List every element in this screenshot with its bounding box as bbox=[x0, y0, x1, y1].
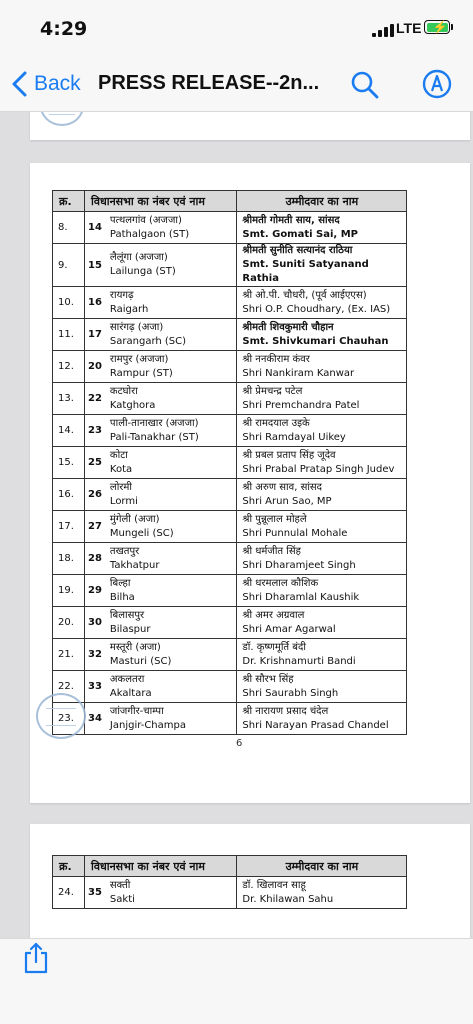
candidate-table-next bbox=[52, 855, 407, 909]
constituency-name bbox=[105, 447, 237, 479]
candidate-english: Shri Prabal Pratap Singh Judev bbox=[242, 463, 395, 475]
candidate-name bbox=[237, 511, 407, 543]
markup-pen-icon[interactable] bbox=[421, 68, 453, 100]
assembly-number: 27 bbox=[85, 511, 105, 543]
constituency-hindi: तखतपुर bbox=[109, 545, 140, 557]
constituency-hindi: अकलतरा bbox=[109, 673, 145, 685]
serial-number: 16. bbox=[53, 479, 85, 511]
candidate-name bbox=[237, 319, 407, 351]
pdf-page-previous bbox=[30, 112, 470, 140]
candidate-name bbox=[237, 607, 407, 639]
header-candidate: उम्मीदवार का नाम bbox=[237, 191, 407, 212]
serial-number: 10. bbox=[53, 287, 85, 319]
constituency-hindi: कटघोरा bbox=[109, 385, 138, 397]
assembly-number: 29 bbox=[85, 575, 105, 607]
document-viewer[interactable] bbox=[0, 112, 473, 938]
constituency-name bbox=[105, 351, 237, 383]
candidate-name bbox=[237, 639, 407, 671]
constituency-name bbox=[105, 607, 237, 639]
candidate-english: Shri Saurabh Singh bbox=[242, 687, 339, 699]
candidate-english: Shri Narayan Prasad Chandel bbox=[242, 719, 389, 731]
bottom-toolbar bbox=[0, 938, 473, 1024]
table-row bbox=[53, 703, 407, 735]
assembly-number: 14 bbox=[85, 212, 105, 244]
candidate-name bbox=[237, 671, 407, 703]
constituency-name bbox=[105, 511, 237, 543]
constituency-name bbox=[105, 479, 237, 511]
constituency-name bbox=[105, 383, 237, 415]
table-row bbox=[53, 607, 407, 639]
assembly-number: 32 bbox=[85, 639, 105, 671]
constituency-name bbox=[105, 415, 237, 447]
back-label: Back bbox=[34, 72, 81, 95]
constituency-hindi: मस्तूरी (अजा) bbox=[109, 641, 161, 653]
back-button[interactable] bbox=[8, 68, 81, 100]
assembly-number: 23 bbox=[85, 415, 105, 447]
constituency-english: Bilaspur bbox=[109, 623, 151, 635]
assembly-number: 20 bbox=[85, 351, 105, 383]
table-row bbox=[53, 479, 407, 511]
candidate-english: Shri Arun Sao, MP bbox=[242, 495, 332, 507]
candidate-hindi: श्री धरमलाल कौशिक bbox=[242, 577, 319, 589]
assembly-number: 26 bbox=[85, 479, 105, 511]
share-icon[interactable] bbox=[22, 941, 50, 975]
candidate-name bbox=[237, 212, 407, 244]
serial-number: 12. bbox=[53, 351, 85, 383]
constituency-name bbox=[105, 244, 237, 287]
navigation-bar bbox=[0, 58, 473, 112]
table-row bbox=[53, 639, 407, 671]
candidate-english: Shri Premchandra Patel bbox=[242, 399, 360, 411]
candidate-hindi: श्री पुन्नूलाल मोहले bbox=[242, 513, 307, 525]
constituency-english: Sakti bbox=[109, 893, 135, 905]
serial-number: 8. bbox=[53, 212, 85, 244]
constituency-name bbox=[105, 319, 237, 351]
candidate-name bbox=[237, 415, 407, 447]
constituency-hindi: मुंगेली (अजा) bbox=[109, 513, 160, 525]
header-serial: क्र. bbox=[53, 856, 85, 877]
candidate-name bbox=[237, 543, 407, 575]
status-time: 4:29 bbox=[40, 18, 88, 40]
signal-icon bbox=[372, 24, 394, 37]
assembly-number: 28 bbox=[85, 543, 105, 575]
candidate-hindi: श्री अमर अग्रवाल bbox=[242, 609, 305, 621]
serial-number: 15. bbox=[53, 447, 85, 479]
header-constituency: विधानसभा का नंबर एवं नाम bbox=[85, 191, 237, 212]
candidate-name bbox=[237, 703, 407, 735]
constituency-english: Katghora bbox=[109, 399, 156, 411]
candidate-hindi: श्रीमती सुनीति सत्यानंद राठिया bbox=[242, 245, 353, 256]
status-bar bbox=[0, 0, 473, 58]
table-row bbox=[53, 447, 407, 479]
candidate-english: Shri O.P. Choudhary, (Ex. IAS) bbox=[242, 303, 391, 315]
constituency-hindi: बिल्हा bbox=[109, 577, 131, 589]
assembly-number: 33 bbox=[85, 671, 105, 703]
candidate-hindi: श्री ननकीराम कंवर bbox=[242, 353, 310, 365]
constituency-english: Bilha bbox=[109, 591, 135, 603]
candidate-hindi: डॉ. खिलावन साहू bbox=[242, 879, 306, 891]
battery-icon: ⚡ bbox=[424, 20, 450, 34]
constituency-english: Janjgir-Champa bbox=[109, 719, 186, 731]
constituency-name bbox=[105, 671, 237, 703]
candidate-english: Shri Punnulal Mohale bbox=[242, 527, 348, 539]
candidate-hindi: श्री रामदयाल उइके bbox=[242, 417, 310, 429]
table-row bbox=[53, 543, 407, 575]
table-row bbox=[53, 415, 407, 447]
document-title: PRESS RELEASE--2n... bbox=[98, 72, 320, 94]
constituency-hindi: कोटा bbox=[109, 449, 128, 461]
constituency-english: Raigarh bbox=[109, 303, 149, 315]
header-serial: क्र. bbox=[53, 191, 85, 212]
serial-number: 17. bbox=[53, 511, 85, 543]
serial-number: 9. bbox=[53, 244, 85, 287]
candidate-hindi: श्रीमती शिवकुमारी चौहान bbox=[242, 321, 334, 333]
candidate-english: Shri Nankiram Kanwar bbox=[242, 367, 355, 379]
table-row bbox=[53, 383, 407, 415]
constituency-english: Sarangarh (SC) bbox=[109, 335, 187, 347]
constituency-hindi: सारंगढ़ (अजा) bbox=[109, 321, 164, 333]
table-row bbox=[53, 671, 407, 703]
candidate-english: Smt. Shivkumari Chauhan bbox=[242, 335, 389, 347]
constituency-name bbox=[105, 287, 237, 319]
serial-number: 20. bbox=[53, 607, 85, 639]
candidate-hindi: श्री सौरभ सिंह bbox=[242, 673, 294, 685]
constituency-hindi: बिलासपुर bbox=[109, 609, 145, 621]
candidate-english: Shri Ramdayal Uikey bbox=[242, 431, 346, 443]
constituency-english: Rampur (ST) bbox=[109, 367, 173, 379]
network-label: LTE bbox=[396, 20, 422, 36]
candidate-name bbox=[237, 287, 407, 319]
pdf-page-next bbox=[30, 824, 470, 938]
constituency-name bbox=[105, 639, 237, 671]
candidate-hindi: श्री प्रबल प्रताप सिंह जूदेव bbox=[242, 449, 336, 461]
table-row bbox=[53, 511, 407, 543]
candidate-english: Dr. Khilawan Sahu bbox=[242, 893, 334, 905]
candidate-table bbox=[52, 190, 407, 735]
serial-number: 19. bbox=[53, 575, 85, 607]
candidate-english: Shri Dharamjeet Singh bbox=[242, 559, 356, 571]
serial-number: 22. bbox=[53, 671, 85, 703]
constituency-name bbox=[105, 543, 237, 575]
table-row bbox=[53, 877, 407, 909]
candidate-english: Shri Amar Agarwal bbox=[242, 623, 336, 635]
header-candidate: उम्मीदवार का नाम bbox=[237, 856, 407, 877]
constituency-hindi: लोरमी bbox=[109, 481, 132, 493]
seal-stamp bbox=[36, 693, 86, 739]
constituency-english: Pathalgaon (ST) bbox=[109, 228, 190, 240]
battery-tip bbox=[451, 24, 453, 30]
constituency-hindi: लैलूंगा (अजजा) bbox=[109, 252, 168, 263]
constituency-english: Mungeli (SC) bbox=[109, 527, 174, 539]
pdf-page bbox=[30, 163, 470, 803]
candidate-name bbox=[237, 575, 407, 607]
candidate-english: Smt. Gomati Sai, MP bbox=[242, 228, 358, 240]
page-number: 6 bbox=[236, 738, 243, 749]
chevron-left-icon bbox=[8, 68, 34, 100]
constituency-english: Masturi (SC) bbox=[109, 655, 172, 667]
constituency-name bbox=[105, 877, 237, 909]
candidate-english: Dr. Krishnamurti Bandi bbox=[242, 655, 356, 667]
assembly-number: 35 bbox=[85, 877, 105, 909]
table-row bbox=[53, 351, 407, 383]
constituency-hindi: जांजगीर-चाम्पा bbox=[109, 705, 164, 717]
constituency-hindi: पाली-तानाखार (अजजा) bbox=[109, 417, 199, 429]
candidate-english: Smt. Suniti Satyanand Rathia bbox=[242, 259, 369, 284]
header-constituency: विधानसभा का नंबर एवं नाम bbox=[85, 856, 237, 877]
assembly-number: 34 bbox=[85, 703, 105, 735]
serial-number: 14. bbox=[53, 415, 85, 447]
constituency-hindi: रायगढ़ bbox=[109, 289, 134, 301]
assembly-number: 25 bbox=[85, 447, 105, 479]
constituency-english: Kota bbox=[109, 463, 133, 475]
assembly-number: 30 bbox=[85, 607, 105, 639]
constituency-english: Akaltara bbox=[109, 687, 152, 699]
serial-number: 13. bbox=[53, 383, 85, 415]
candidate-hindi: श्री धर्मजीत सिंह bbox=[242, 545, 301, 557]
table-row bbox=[53, 319, 407, 351]
candidate-hindi: श्री प्रेमचन्द्र पटेल bbox=[242, 385, 303, 397]
constituency-hindi: सक्ती bbox=[109, 879, 131, 891]
constituency-english: Takhatpur bbox=[109, 559, 160, 571]
constituency-english: Pali-Tanakhar (ST) bbox=[109, 431, 199, 443]
candidate-name bbox=[237, 479, 407, 511]
constituency-english: Lailunga (ST) bbox=[109, 266, 176, 277]
assembly-number: 15 bbox=[85, 244, 105, 287]
search-icon[interactable] bbox=[349, 69, 381, 101]
candidate-name bbox=[237, 877, 407, 909]
candidate-name bbox=[237, 383, 407, 415]
serial-number: 21. bbox=[53, 639, 85, 671]
constituency-name bbox=[105, 575, 237, 607]
candidate-hindi: श्रीमती गोमती साय, सांसद bbox=[242, 214, 340, 226]
assembly-number: 16 bbox=[85, 287, 105, 319]
candidate-name bbox=[237, 351, 407, 383]
table-row bbox=[53, 244, 407, 287]
candidate-hindi: श्री ओ.पी. चौधरी, (पूर्व आईएएस) bbox=[242, 289, 367, 301]
seal-stamp bbox=[40, 112, 84, 126]
candidate-hindi: श्री अरुण साव, सांसद bbox=[242, 481, 322, 493]
assembly-number: 22 bbox=[85, 383, 105, 415]
serial-number: 11. bbox=[53, 319, 85, 351]
constituency-hindi: पत्थलगांव (अजजा) bbox=[109, 214, 182, 226]
constituency-name bbox=[105, 212, 237, 244]
constituency-english: Lormi bbox=[109, 495, 138, 507]
table-row bbox=[53, 287, 407, 319]
serial-number: 18. bbox=[53, 543, 85, 575]
table-row bbox=[53, 575, 407, 607]
constituency-name bbox=[105, 703, 237, 735]
candidate-name bbox=[237, 447, 407, 479]
candidate-english: Shri Dharamlal Kaushik bbox=[242, 591, 360, 603]
candidate-hindi: श्री नारायण प्रसाद चंदेल bbox=[242, 705, 329, 717]
candidate-hindi: डॉ. कृष्णमूर्ति बंदी bbox=[242, 641, 306, 653]
table-row bbox=[53, 212, 407, 244]
candidate-name bbox=[237, 244, 407, 287]
serial-number: 23. bbox=[53, 703, 85, 735]
assembly-number: 17 bbox=[85, 319, 105, 351]
constituency-hindi: रामपुर (अजजा) bbox=[109, 353, 169, 365]
serial-number: 24. bbox=[53, 877, 85, 909]
